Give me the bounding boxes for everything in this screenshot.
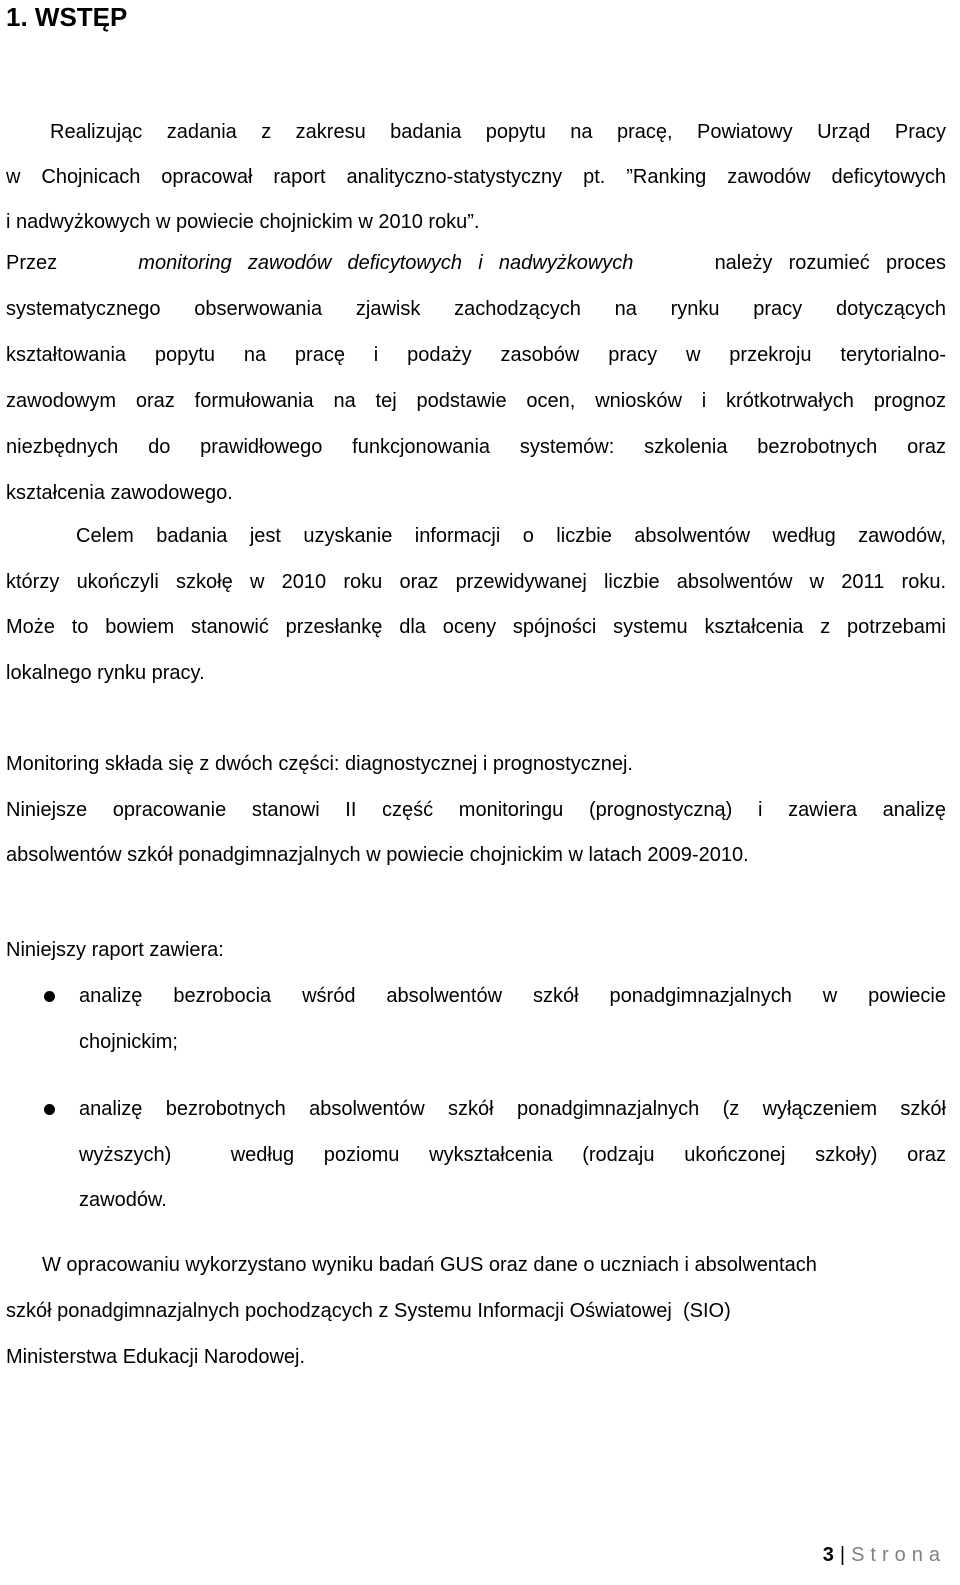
monitoring-parts-paragraph: [6, 742, 946, 787]
page-number: 3: [822, 1544, 834, 1566]
sources-line: szkół ponadgimnazjalnych pochodzących z Systemu Informacji Oświatowej (SIO): [6, 1300, 731, 1322]
definition-lead: Przez: [6, 252, 58, 274]
goal-line: Może to bowiem stanowić przesłankę dla oceny spójności systemu kształcenia z potrzebami: [6, 616, 946, 638]
definition-paragraph: [6, 240, 946, 516]
monitoring-parts-line: Monitoring składa się z dwóch części: diagnostycznej i prognostycznej.: [6, 753, 633, 775]
list-item-line: wyższych) według poziomu wykształcenia (rodzaju ukończonej szkoły) oraz: [79, 1143, 946, 1166]
goal-paragraph: [6, 514, 946, 696]
definition-rest: należy rozumieć proces: [714, 252, 946, 274]
list-item-line: chojnickim;: [79, 1030, 178, 1053]
study-scope-line: absolwentów szkół ponadgimnazjalnych w powiecie chojnickim w latach 2009-2010.: [6, 844, 749, 866]
section-heading: 1. WSTĘP: [6, 2, 128, 32]
definition-line: kształcenia zawodowego.: [6, 482, 233, 504]
report-contains-label: [6, 928, 946, 973]
sources-line: W opracowaniu wykorzystano wyniku badań GUS oraz dane o uczniach i absolwentach: [42, 1254, 817, 1276]
definition-term: monitoring zawodów deficytowych i nadwyżkowych: [138, 252, 634, 274]
definition-line: systematycznego obserwowania zjawisk zachodzących na rynku pracy dotyczących: [6, 298, 946, 320]
definition-line: zawodowym oraz formułowania na tej podstawie ocen, wniosków i krótkotrwałych prognoz: [6, 390, 946, 412]
intro-line: w Chojnicach opracował raport analityczno-statystyczny pt. ”Ranking zawodów deficytowych: [6, 166, 946, 188]
bullet-icon: [44, 1104, 55, 1115]
page-footer: [823, 1540, 946, 1570]
goal-line: którzy ukończyli szkołę w 2010 roku oraz przewidywanej liczbie absolwentów w 2011 roku.: [6, 570, 946, 593]
list-item: [6, 1087, 946, 1224]
page-label: Strona: [851, 1544, 946, 1566]
list-item-line: analizę bezrobocia wśród absolwentów szkół ponadgimnazjalnych w powiecie: [79, 985, 946, 1007]
intro-line: Realizując zadania z zakresu badania popytu na pracę, Powiatowy Urząd Pracy: [50, 121, 946, 143]
study-scope-line: Niniejsze opracowanie stanowi II część monitoringu (prognostyczną) i zawiera analizę: [6, 799, 946, 821]
list-item: [6, 974, 946, 1065]
report-contents-list: [6, 974, 946, 1246]
sources-line: Ministerstwa Edukacji Narodowej.: [6, 1346, 306, 1368]
goal-line: lokalnego rynku pracy.: [6, 661, 205, 684]
intro-line: i nadwyżkowych w powiecie chojnickim w 2010 roku”.: [6, 211, 480, 233]
list-item-line: analizę bezrobotnych absolwentów szkół ponadgimnazjalnych (z wyłączeniem szkół: [79, 1098, 946, 1120]
sources-paragraph: [6, 1242, 946, 1380]
report-contains-text: Niniejszy raport zawiera:: [6, 939, 224, 961]
intro-paragraph: [6, 110, 946, 245]
study-scope-paragraph: [6, 788, 946, 878]
footer-separator: |: [839, 1544, 846, 1566]
definition-line: [6, 240, 946, 286]
goal-line: Celem badania jest uzyskanie informacji o liczbie absolwentów według zawodów,: [76, 525, 946, 547]
definition-line: kształtowania popytu na pracę i podaży zasobów pracy w przekroju terytorialno-: [6, 344, 946, 366]
list-item-line: zawodów.: [79, 1189, 167, 1211]
bullet-icon: [44, 991, 55, 1002]
definition-line: niezbędnych do prawidłowego funkcjonowania systemów: szkolenia bezrobotnych oraz: [6, 436, 946, 458]
